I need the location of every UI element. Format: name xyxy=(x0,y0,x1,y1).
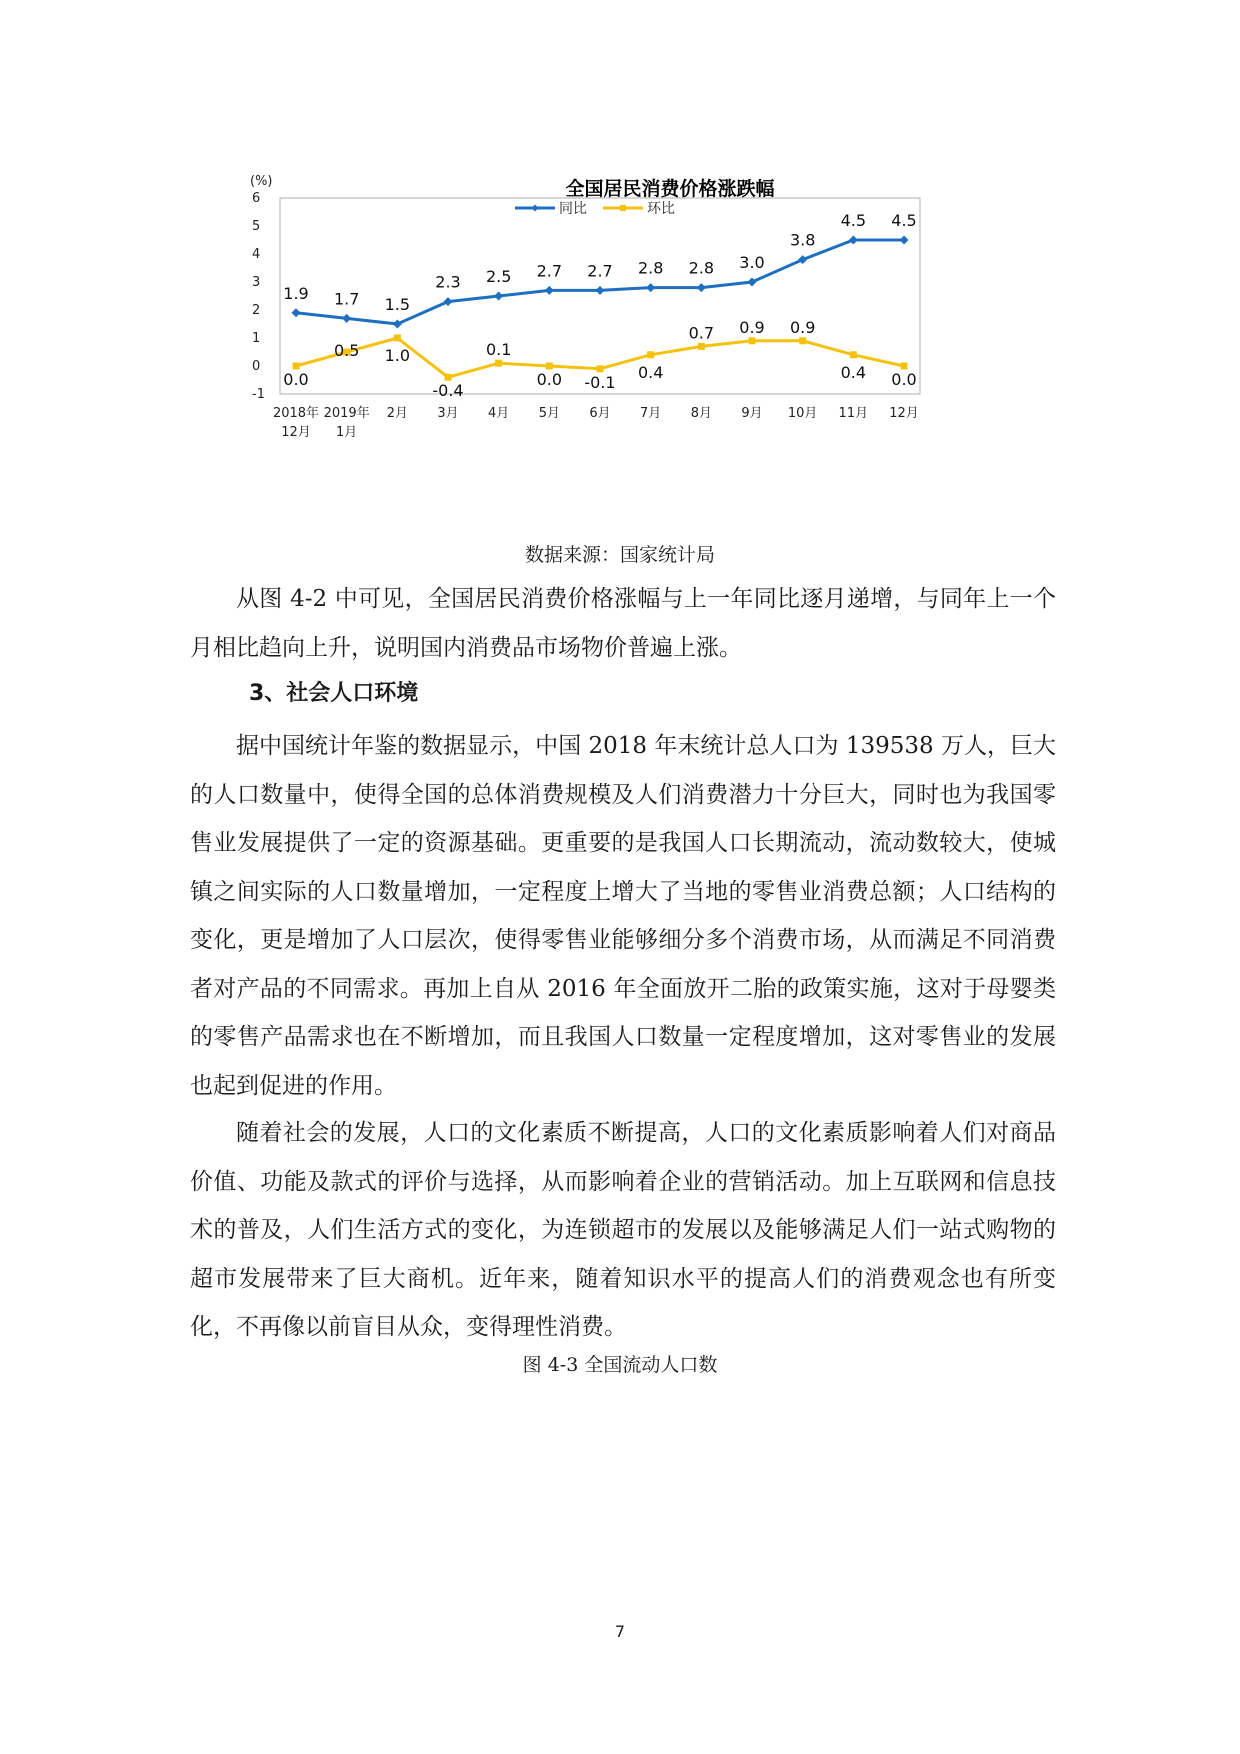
data-label: 2.3 xyxy=(435,272,461,292)
data-point xyxy=(799,337,806,344)
data-point xyxy=(445,374,452,381)
data-label: -0.1 xyxy=(584,372,616,392)
x-tick-label: 6月 xyxy=(589,406,611,421)
data-point xyxy=(850,351,857,358)
y-tick-label: 2 xyxy=(252,303,261,318)
x-axis-ticks xyxy=(273,405,919,440)
paragraph-cpi-analysis: 从图 4-2 中可见，全国居民消费价格涨幅与上一年同比逐月递增，与同年上一个月相比趋向上升，说明国内消费品市场物价普遍上涨。 xyxy=(190,586,1056,661)
data-label: 2.7 xyxy=(536,261,563,281)
data-point xyxy=(292,308,301,317)
data-label: 0.4 xyxy=(840,362,867,382)
data-point xyxy=(647,351,654,358)
y-tick-label: 1 xyxy=(252,331,261,346)
data-label: 0.4 xyxy=(637,362,664,382)
data-point xyxy=(749,337,756,344)
y-axis-unit-label: (%) xyxy=(250,174,273,189)
data-point xyxy=(444,297,453,306)
data-point xyxy=(646,283,655,292)
chart-title: 全国居民消费价格涨跌幅 xyxy=(565,178,775,200)
x-tick-label: 1月 xyxy=(336,425,358,440)
data-point xyxy=(901,363,908,370)
data-point xyxy=(596,286,605,295)
x-tick-label: 8月 xyxy=(690,406,712,421)
data-label: 0.1 xyxy=(485,340,512,360)
data-label: 2.8 xyxy=(637,258,664,278)
data-point xyxy=(849,236,858,245)
x-tick-label: 9月 xyxy=(741,406,763,421)
chart-legend xyxy=(515,201,675,217)
data-label: 2.8 xyxy=(688,258,715,278)
data-point xyxy=(698,343,705,350)
y-tick-label: 4 xyxy=(252,247,261,262)
chart-canvas xyxy=(250,165,1030,505)
x-tick-label: 11月 xyxy=(838,406,869,421)
data-point xyxy=(545,286,554,295)
data-point xyxy=(748,278,757,287)
data-label: -0.4 xyxy=(432,381,464,401)
x-tick-label: 4月 xyxy=(488,406,510,421)
paragraph-population-data: 据中国统计年鉴的数据显示，中国 2018 年末统计总人口为 139538 万人，巨大的人口数量中，使得全国的总体消费规模及人们消费潜力十分巨大，同时也为我国零售业发展提供了一定的资源基础。更重要的是我国人口长期流动，流动数较大，使城镇之间实际的人口数量增加，一定程度上增大了当地的零售业消费总额；人口结构的变化，更是增加了人口层次，使得零售业能够细分多个消费市场，从而满足不同消费者对产品的不同需求。再加上自从 2016 年全面放开二胎的政策实施，这对于母婴类的零售产品需求也在不断增加，而且我国人口数量一定程度增加，这对零售业的发展也起到促进的作用。 xyxy=(190,733,1056,1099)
data-point xyxy=(293,363,300,370)
data-label: 1.5 xyxy=(384,295,411,314)
data-point xyxy=(394,335,401,342)
data-point xyxy=(597,365,604,372)
chart-source-note: 数据来源：国家统计局 xyxy=(524,544,715,566)
x-tick-label: 2月 xyxy=(386,406,408,421)
x-tick-label: 12月 xyxy=(889,406,919,421)
y-tick-label: -1 xyxy=(252,387,265,402)
y-tick-label: 5 xyxy=(252,219,261,234)
x-tick-label: 3月 xyxy=(437,406,459,421)
data-label: 4.5 xyxy=(840,211,867,230)
data-label: 2.5 xyxy=(485,267,512,286)
data-label: 0.5 xyxy=(333,341,360,360)
y-axis-ticks xyxy=(252,191,265,402)
x-tick-label: 7月 xyxy=(640,406,662,421)
y-tick-label: 0 xyxy=(252,359,261,374)
legend-marker xyxy=(532,205,539,212)
figure-caption: 图 4-3 全国流动人口数 xyxy=(522,1354,718,1376)
data-point xyxy=(546,363,553,370)
data-point xyxy=(393,320,402,329)
data-label: 3.8 xyxy=(789,230,816,250)
data-label: 1.7 xyxy=(333,289,360,309)
data-point xyxy=(495,360,502,367)
data-point xyxy=(798,255,807,264)
y-tick-label: 3 xyxy=(252,275,261,290)
data-label: 0.7 xyxy=(688,323,715,343)
legend-label: 环比 xyxy=(647,201,675,217)
data-label: 0.0 xyxy=(536,370,563,389)
data-label: 0.9 xyxy=(739,317,765,337)
data-label: 0.9 xyxy=(789,317,816,337)
plot-frame xyxy=(280,198,920,394)
x-tick-label: 2019年 xyxy=(323,406,370,421)
x-tick-label: 2018年 xyxy=(272,406,320,421)
data-point xyxy=(697,283,706,292)
data-label: 0.0 xyxy=(891,370,917,389)
legend-label: 同比 xyxy=(559,201,587,217)
data-label: 0.0 xyxy=(283,370,309,389)
data-label: 1.0 xyxy=(384,346,411,365)
data-label: 2.7 xyxy=(587,261,613,281)
section-heading: 3、社会人口环境 xyxy=(249,681,419,706)
data-point xyxy=(900,236,909,245)
data-label: 4.5 xyxy=(891,211,917,230)
paragraph-cultural-quality: 随着社会的发展，人口的文化素质不断提高，人口的文化素质影响着人们对商品价值、功能及款式的评价与选择，从而影响着企业的营销活动。加上互联网和信息技术的普及，人们生活方式的变化，为连锁超市的发展以及能够满足人们一站式购物的超市发展带来了巨大商机。近年来，随着知识水平的提高人们的消费观念也有所变化，不再像以前盲目从众，变得理性消费。 xyxy=(190,1120,1056,1340)
y-tick-label: 6 xyxy=(252,191,261,206)
data-point xyxy=(494,292,503,301)
data-label: 1.9 xyxy=(283,283,309,303)
x-tick-label: 5月 xyxy=(538,406,560,421)
cpi-line-chart xyxy=(250,165,1030,505)
x-tick-label: 10月 xyxy=(787,406,818,421)
chart-series xyxy=(283,211,916,400)
page-number: 7 xyxy=(614,1622,626,1641)
data-label: 3.0 xyxy=(739,253,765,272)
legend-marker xyxy=(620,205,626,211)
data-point xyxy=(342,314,351,323)
x-tick-label: 12月 xyxy=(281,425,311,440)
